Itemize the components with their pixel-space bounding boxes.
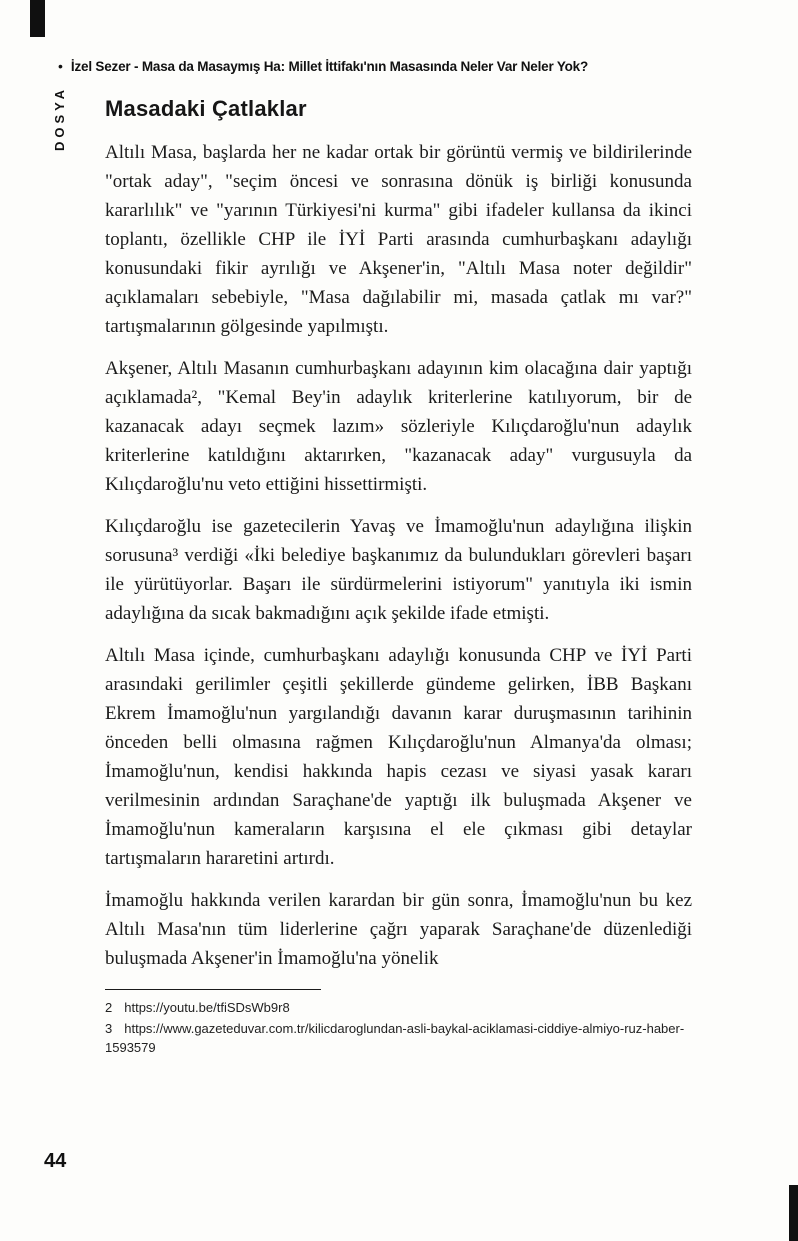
page-content <box>105 96 692 1059</box>
body-paragraph-4: Altılı Masa içinde, cumhurbaşkanı adaylığı konusunda CHP ve İYİ Parti arasındaki gerilimler çeşitli şekillerde gündeme gelirken, İBB Başkanı Ekrem İmamoğlu'nun yargılandığı davanın karar duruşmasının tarihinin önceden belli olmasına rağmen Kılıçdaroğlu'nun Almanya'da olması; İmamoğlu'nun, kendisi hakkında hapis cezası ve siyasi yasak kararı verilmesinin ardından Saraçhane'de yaptığı ilk buluşmada Akşener ve İmamoğlu'nun kameraların karşısına el ele çıkması gibi detaylar tartışmaların hararetini artırdı. <box>105 645 692 869</box>
page-number: 44 <box>44 1150 67 1172</box>
body-paragraph-1: Altılı Masa, başlarda her ne kadar ortak bir görüntü vermiş ve bildirilerinde "ortak aday", "seçim öncesi ve sonrasına dönük iş birliği konusunda kararlılık" ve "yarının Türkiyesi'ni kurma" gibi ifadeler kullansa da ikinci toplantı, özellikle CHP ile İYİ Parti arasında cumhurbaşkanı adaylığı konusundaki fikir ayrılığı ve Akşener'in, "Altılı Masa noter değildir" açıklamaları sebebiyle, "Masa dağılabilir mi, masada çatlak mı var?" tartışmalarının gölgesinde yapılmıştı. <box>105 142 692 337</box>
body-paragraph-3: Kılıçdaroğlu ise gazetecilerin Yavaş ve İmamoğlu'nun adaylığına ilişkin sorusuna³ verdiği «İki belediye başkanımız da bulundukları görevleri başarı ile yürütüyorlar. Başarı ile sürdürmelerini istiyorum" yanıtıyla iki ismin adaylığına da sıcak bakmadığını açık şekilde ifade etmişti. <box>105 516 692 624</box>
footnote-url: https://www.gazeteduvar.com.tr/kilicdaroglundan-asli-baykal-aciklamasi-ciddiye-almiyo-ruz-haber-1593579 <box>105 1021 685 1055</box>
footnote-number: 3 <box>105 1021 113 1036</box>
header-bullet-icon: • <box>58 58 63 74</box>
section-title: Masadaki Çatlaklar <box>105 96 307 121</box>
footnote-url: https://youtu.be/tfiSDsWb9r8 <box>124 1000 290 1015</box>
body-paragraph-5: İmamoğlu hakkında verilen karardan bir gün sonra, İmamoğlu'nun bu kez Altılı Masa'nın tüm liderlerine çağrı yaparak Saraçhane'de düzenlediği buluşmada Akşener'in İmamoğlu'na yönelik <box>105 890 692 969</box>
footnote-number: 2 <box>105 1000 113 1015</box>
footnote-3 <box>105 1019 692 1057</box>
body-paragraph-2: Akşener, Altılı Masanın cumhurbaşkanı adayının kim olacağına dair yaptığı açıklamada², "Kemal Bey'in adaylık kriterlerine katılıyorum, bir de kazanacak adayı seçmek lazım» sözleriyle Kılıçdaroğlu'nun adaylık kriterlerine katıldığını aktarırken, "kazanacak aday" vurgusuyla da Kılıçdaroğlu'nu veto ettiğini hissettirmişti. <box>105 358 692 495</box>
section-sidebar-label: DOSYA <box>52 86 67 152</box>
footnote-2 <box>105 998 692 1017</box>
header-chapter-title: Masa da Masaymış Ha: Millet İttifakı'nın Masasında Neler Var Neler Yok? <box>141 59 589 74</box>
bottom-right-print-mark <box>789 1185 798 1241</box>
footnote-separator <box>105 989 321 990</box>
running-header <box>58 58 768 75</box>
top-left-print-mark <box>30 0 45 37</box>
header-author: İzel Sezer - <box>70 59 142 74</box>
